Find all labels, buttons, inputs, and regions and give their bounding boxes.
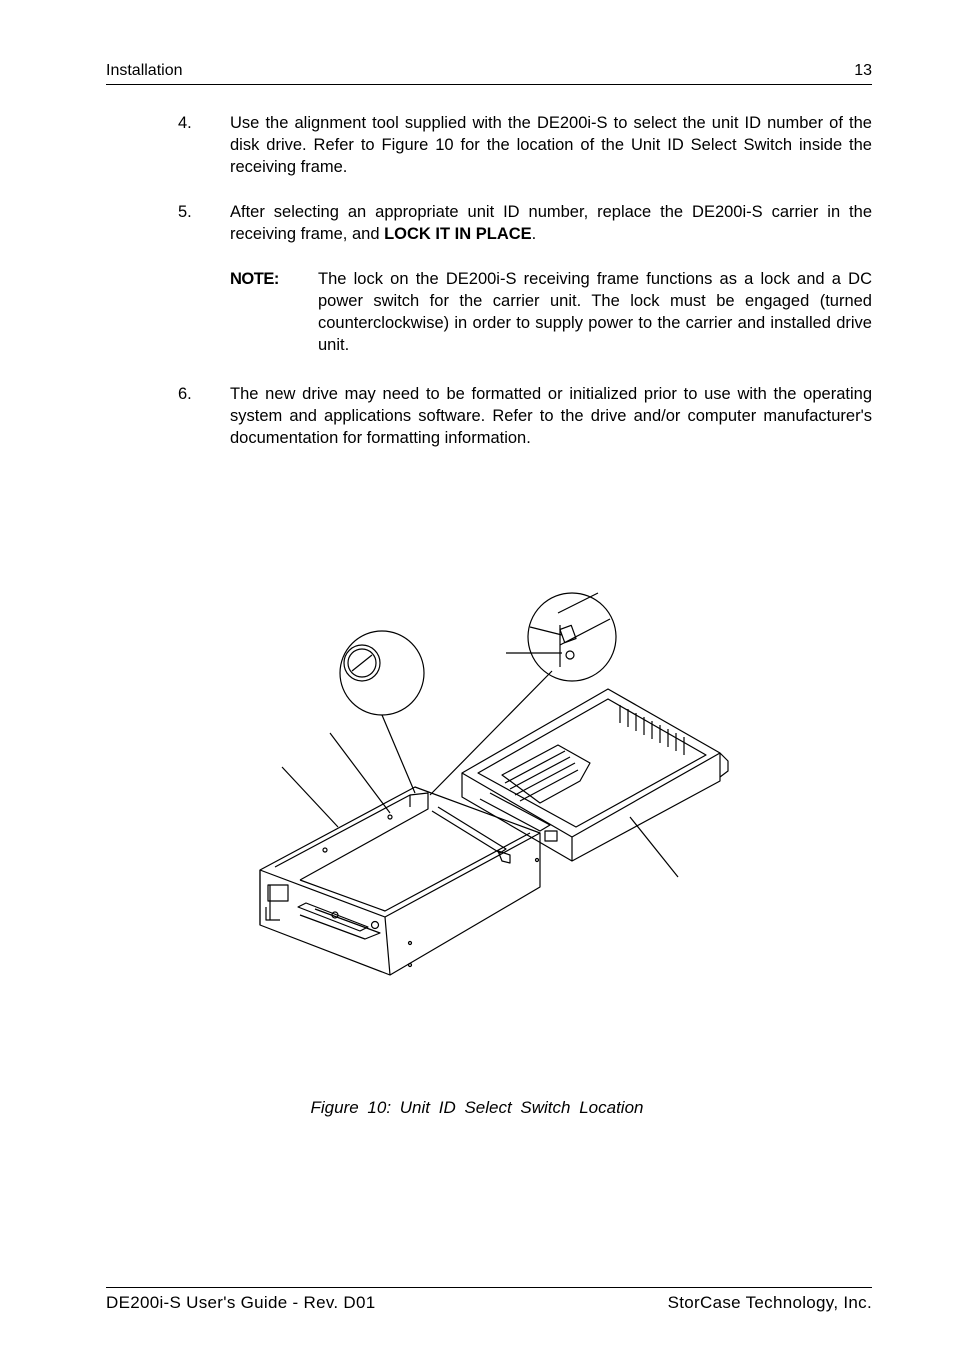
step-text: The new drive may need to be formatted or initialized prior to use with the operating system and applications software. Refer to the drive and/or computer manufacturer's documentation for formatting information. <box>230 385 872 447</box>
lock-emphasis: LOCK IT IN PLACE <box>384 225 532 243</box>
note-label: NOTE: <box>230 270 279 288</box>
note-block <box>230 268 872 356</box>
step-text: Use the alignment tool supplied with the DE200i-S to select the unit ID number of the disk drive. Refer to Figure 10 for the location of the Unit ID Select Switch inside the receiving frame. <box>230 114 872 176</box>
callout-switch <box>340 631 424 793</box>
step-4 <box>178 112 872 178</box>
step-5 <box>178 201 872 245</box>
step-text-part: . <box>531 225 537 243</box>
footer-company: StorCase Technology, Inc. <box>667 1293 872 1312</box>
receiving-frame <box>462 689 728 861</box>
page-footer <box>106 1287 872 1312</box>
page-number: 13 <box>854 62 872 79</box>
alignment-tool <box>432 807 510 863</box>
step-text <box>230 201 872 245</box>
page-header <box>106 62 872 85</box>
callout-lock <box>430 593 616 795</box>
step-text-part: After selecting an appropriate unit ID number, replace the DE200i-S carrier in the receiving frame, and <box>230 203 872 243</box>
note-text: The lock on the DE200i-S receiving frame functions as a lock and a DC power switch for the carrier unit. The lock must be engaged (turned counterclockwise) in order to supply power to the carrier and installed drive unit. <box>318 270 872 354</box>
drive-carrier-illustration <box>240 585 740 995</box>
figure-caption: Figure 10: Unit ID Select Switch Location <box>310 1098 644 1117</box>
step-number: 6. <box>178 385 192 403</box>
step-number: 4. <box>178 114 192 132</box>
step-6 <box>178 383 872 449</box>
footer-document-title: DE200i-S User's Guide - Rev. D01 <box>106 1293 376 1312</box>
step-number: 5. <box>178 203 192 221</box>
section-title: Installation <box>106 62 183 79</box>
carrier-unit <box>260 787 540 975</box>
